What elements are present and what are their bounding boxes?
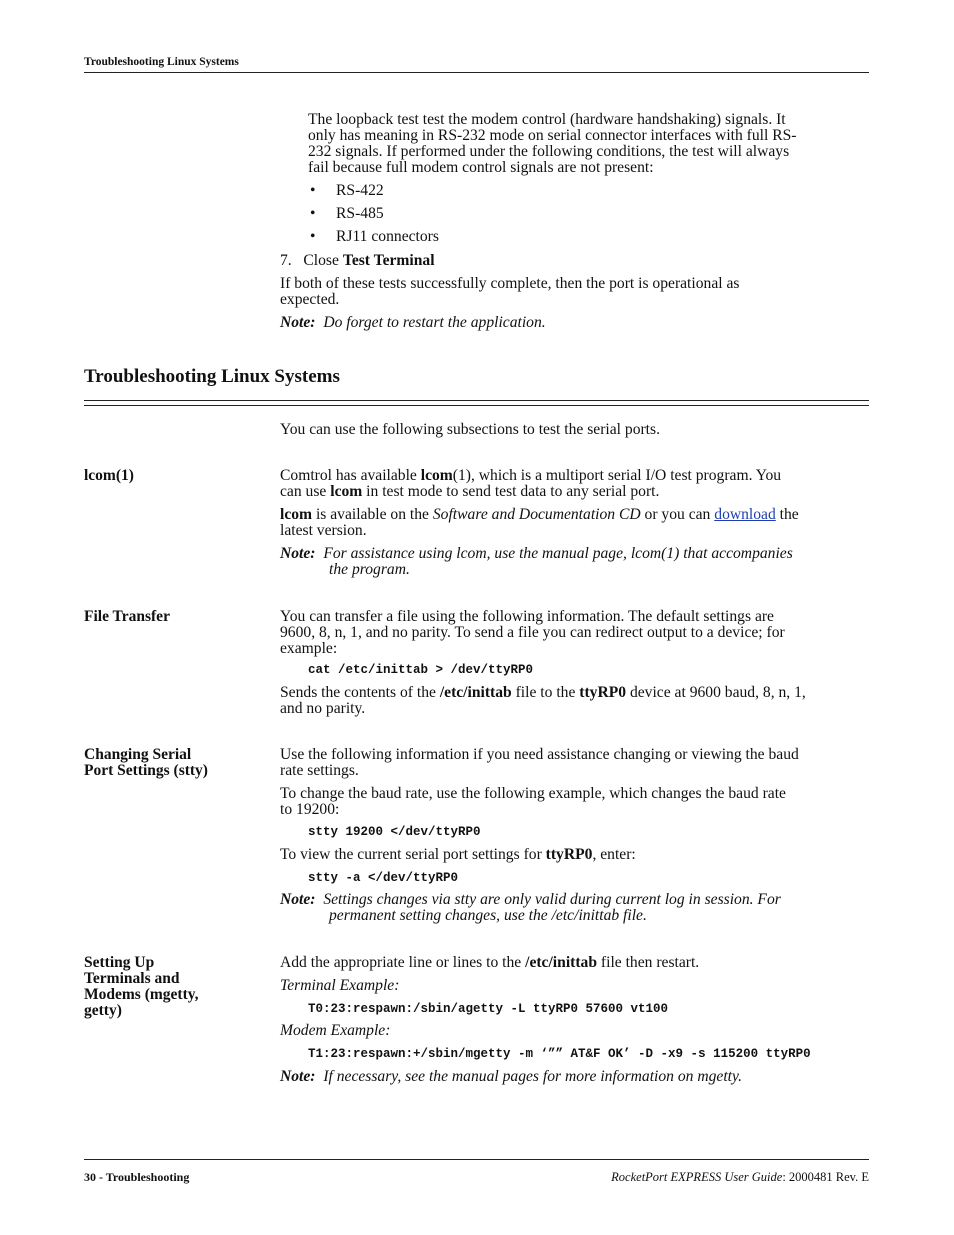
- file-transfer-paragraph: [280, 609, 785, 657]
- paragraph-line: rate settings.: [280, 762, 359, 779]
- footer-document-id: [611, 1170, 869, 1185]
- note-label: Note:: [280, 891, 316, 908]
- file-path: /etc/inittab: [525, 954, 598, 971]
- code-stty-19200: stty 19200 </dev/ttyRP0: [308, 825, 481, 839]
- restart-note: [280, 315, 546, 331]
- note-label: Note:: [280, 1068, 316, 1085]
- bullet-item: RJ11 connectors: [336, 228, 439, 245]
- paragraph-line: example:: [280, 640, 338, 657]
- paragraph-line: To change the baud rate, use the following example, which changes the baud rate: [280, 785, 786, 802]
- bullet-dot: •: [310, 182, 316, 199]
- text-run: device at 9600 baud, 8, n, 1,: [626, 684, 806, 701]
- step-text: Close: [303, 252, 339, 269]
- getty-note: [280, 1069, 742, 1085]
- paragraph-line: [280, 484, 781, 500]
- section-rule-top: [84, 400, 869, 401]
- text-run: To view the current serial port settings for: [280, 846, 546, 863]
- footer-page-label: 30 - Troubleshooting: [84, 1170, 190, 1184]
- step-number: 7.: [280, 252, 292, 269]
- paragraph-line: to 19200:: [280, 801, 340, 818]
- command-name: lcom: [420, 467, 453, 484]
- text-run: in test mode to send test data to any serial port.: [362, 483, 660, 500]
- text-run: file to the: [511, 684, 580, 701]
- step-7: [280, 253, 435, 269]
- code-cat-inittab: cat /etc/inittab > /dev/ttyRP0: [308, 663, 534, 677]
- modem-example-label: Modem Example:: [280, 1022, 391, 1039]
- paragraph-line: expected.: [280, 291, 340, 308]
- getty-paragraph: [280, 955, 699, 971]
- heading-line: Setting Up: [84, 954, 155, 971]
- lcom-note-continued: the program.: [329, 561, 410, 578]
- cd-title: Software and Documentation CD: [432, 506, 641, 523]
- bullet-dot: •: [310, 205, 316, 222]
- file-transfer-heading: File Transfer: [84, 608, 170, 625]
- lcom-paragraph-1: [280, 468, 781, 500]
- stty-note-continued: permanent setting changes, use the /etc/inittab file.: [329, 907, 647, 924]
- footer-rule: [84, 1159, 869, 1160]
- step-bold-text: Test Terminal: [342, 252, 435, 269]
- note-text: Do forget to restart the application.: [323, 314, 546, 331]
- text-run: can use: [280, 483, 331, 500]
- heading-line: Modems (mgetty,: [84, 986, 199, 1003]
- paragraph-line: fail because full modem control signals are not present:: [308, 159, 654, 176]
- bullet-item: RS-422: [336, 182, 384, 199]
- text-run: (1), which is a multiport serial I/O test program. You: [452, 467, 782, 484]
- section-rule-bottom: [84, 405, 869, 406]
- text-run: is available on the: [312, 506, 433, 523]
- heading-line: Port Settings (stty): [84, 762, 208, 779]
- loopback-paragraph: [308, 112, 797, 176]
- paragraph-line: 9600, 8, n, 1, and no parity. To send a file you can redirect output to a device; for: [280, 624, 785, 641]
- note-text: If necessary, see the manual pages for more information on mgetty.: [323, 1068, 742, 1085]
- paragraph-line: If both of these tests successfully complete, then the port is operational as: [280, 275, 740, 292]
- note-text: Settings changes via stty are only valid during current log in session. For: [323, 891, 781, 908]
- terminal-example-label: Terminal Example:: [280, 977, 400, 994]
- text-run: Sends the contents of the: [280, 684, 440, 701]
- text-run: the: [775, 506, 799, 523]
- note-label: Note:: [280, 545, 316, 562]
- text-run: file then restart.: [597, 954, 700, 971]
- paragraph-line: The loopback test test the modem control (hardware handshaking) signals. It: [308, 111, 786, 128]
- paragraph-line: [280, 507, 799, 523]
- stty-heading: [84, 747, 208, 779]
- text-run: , enter:: [592, 846, 636, 863]
- paragraph-line: and no parity.: [280, 700, 366, 717]
- code-modem-example: T1:23:respawn:+/sbin/mgetty -m ‘”” AT&F OK’ -D -x9 -s 115200 ttyRP0: [308, 1047, 811, 1061]
- heading-line: getty): [84, 1002, 122, 1019]
- lcom-paragraph-2: [280, 507, 799, 539]
- download-link[interactable]: download: [714, 506, 776, 523]
- lcom-heading: lcom(1): [84, 467, 134, 484]
- code-stty-a: stty -a </dev/ttyRP0: [308, 871, 459, 885]
- section-intro: You can use the following subsections to test the serial ports.: [280, 421, 660, 438]
- document-number: : 2000481 Rev. E: [782, 1170, 869, 1184]
- note-label: Note:: [280, 314, 316, 331]
- device-name: ttyRP0: [545, 846, 593, 863]
- getty-heading: [84, 955, 199, 1019]
- text-run: Comtrol has available: [280, 467, 421, 484]
- stty-note: [280, 892, 781, 908]
- bullet-item: RS-485: [336, 205, 384, 222]
- stty-paragraph-3: [280, 847, 636, 863]
- heading-line: Changing Serial: [84, 746, 192, 763]
- paragraph-line: only has meaning in RS-232 mode on serial connector interfaces with full RS-: [308, 127, 797, 144]
- stty-paragraph-2: [280, 786, 786, 818]
- paragraph-line: Use the following information if you need assistance changing or viewing the baud: [280, 746, 799, 763]
- running-header: Troubleshooting Linux Systems: [84, 56, 239, 68]
- paragraph-line: 232 signals. If performed under the following conditions, the test will always: [308, 143, 790, 160]
- paragraph-line: You can transfer a file using the following information. The default settings are: [280, 608, 774, 625]
- command-name: lcom: [330, 483, 363, 500]
- paragraph-line: [280, 468, 781, 484]
- guide-title: RocketPort EXPRESS User Guide: [611, 1170, 783, 1184]
- header-rule: [84, 72, 869, 73]
- note-text: For assistance using lcom, use the manual page, lcom(1) that accompanies: [323, 545, 793, 562]
- text-run: Add the appropriate line or lines to the: [280, 954, 526, 971]
- file-transfer-paragraph-2: [280, 685, 806, 717]
- paragraph-line: [280, 685, 806, 701]
- command-name: lcom: [280, 506, 313, 523]
- lcom-note: [280, 546, 793, 562]
- result-paragraph: [280, 276, 739, 308]
- file-path: /etc/inittab: [439, 684, 512, 701]
- text-run: or you can: [640, 506, 715, 523]
- code-terminal-example: T0:23:respawn:/sbin/agetty -L ttyRP0 57600 vt100: [308, 1002, 669, 1016]
- device-name: ttyRP0: [579, 684, 627, 701]
- section-title: Troubleshooting Linux Systems: [84, 366, 340, 387]
- stty-paragraph-1: [280, 747, 799, 779]
- heading-line: Terminals and: [84, 970, 180, 987]
- paragraph-line: latest version.: [280, 522, 367, 539]
- bullet-dot: •: [310, 228, 316, 245]
